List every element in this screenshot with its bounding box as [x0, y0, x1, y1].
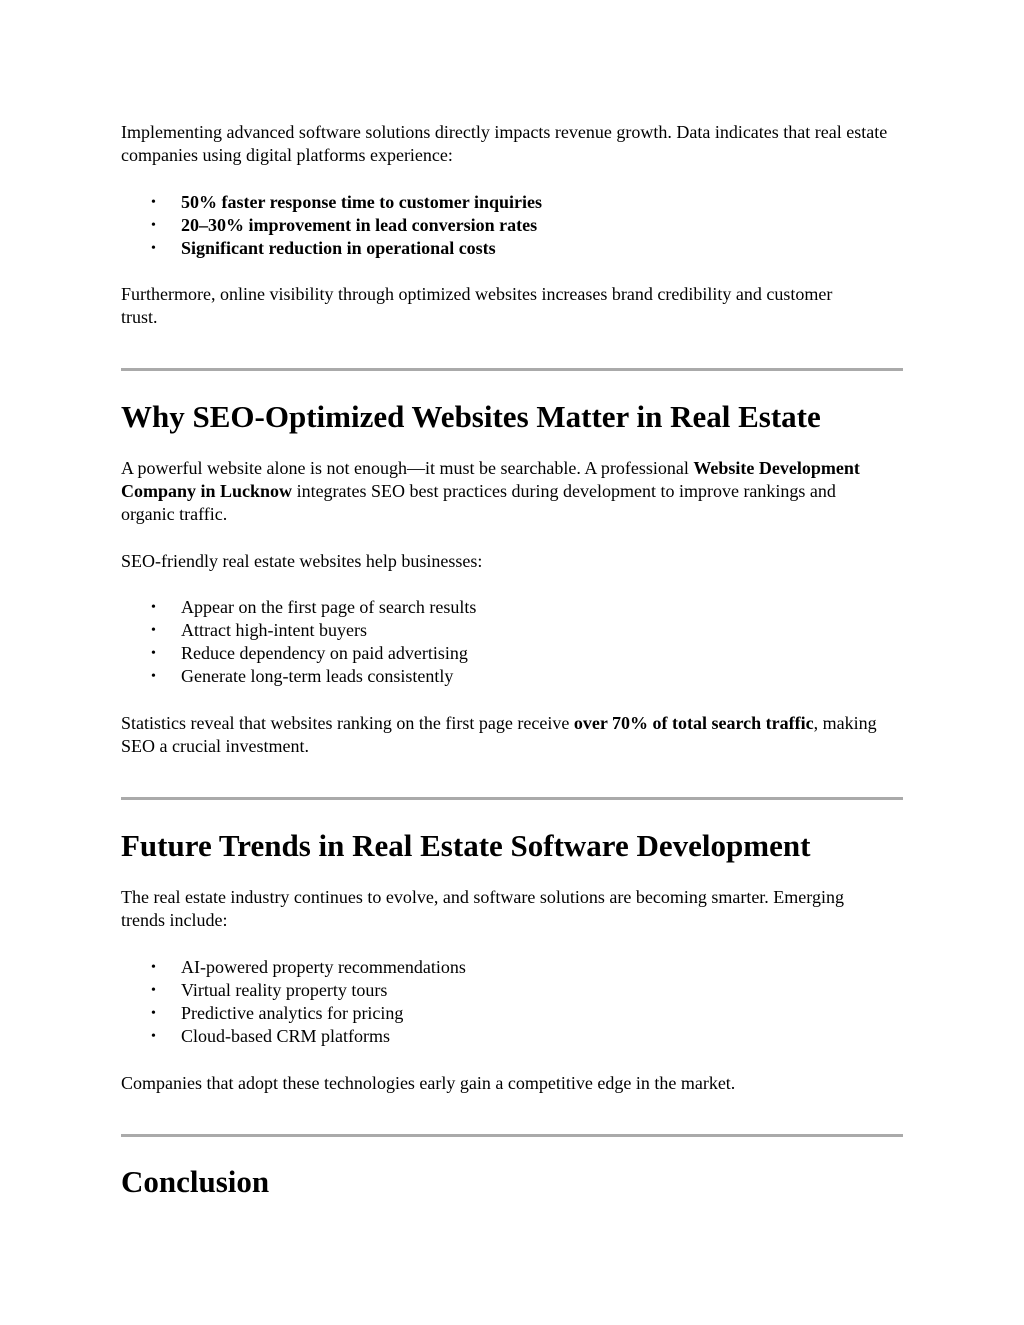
bold-text: Website Development Company in Lucknow: [121, 458, 860, 501]
list-item: [121, 214, 903, 237]
list-item: [121, 191, 903, 214]
list-item-text: 20–30% improvement in lead conversion rates: [181, 215, 538, 235]
section-heading-conclusion: Conclusion: [121, 1164, 270, 1199]
section-heading-trends: Future Trends in Real Estate Software Development: [121, 828, 811, 863]
list-item: • Attract high-intent buyers: [121, 619, 903, 642]
list-item-text: Significant reduction in operational costs: [181, 238, 496, 258]
trends-paragraph: The real estate industry continues to evolve, and software solutions are becoming smarter. Emerging trends include:: [121, 887, 844, 930]
trends-list: [121, 956, 903, 1048]
list-item: • Reduce dependency on paid advertising: [121, 642, 903, 665]
seo-benefits-list: [121, 596, 903, 688]
statistics-paragraph: [121, 712, 903, 758]
list-item-text: 50% faster response time to customer inquiries: [181, 192, 542, 212]
list-item: • AI-powered property recommendations: [121, 956, 903, 979]
divider: [121, 368, 903, 371]
text: , making SEO a crucial investment.: [121, 713, 877, 756]
list-item: [121, 237, 903, 260]
list-item: • Appear on the first page of search results: [121, 596, 903, 619]
list-item: • Generate long-term leads consistently: [121, 665, 903, 688]
list-item: • Cloud-based CRM platforms: [121, 1025, 903, 1048]
seo-intro-paragraph: SEO-friendly real estate websites help businesses:: [121, 551, 483, 571]
visibility-paragraph: Furthermore, online visibility through optimized websites increases brand credibility and customer trust.: [121, 284, 833, 327]
text: integrates SEO best practices during development to improve rankings and organic traffic.: [121, 481, 836, 524]
section-heading-seo: Why SEO-Optimized Websites Matter in Real Estate: [121, 399, 821, 434]
benefits-list: [121, 191, 903, 260]
seo-paragraph: [121, 457, 866, 526]
adoption-paragraph: Companies that adopt these technologies early gain a competitive edge in the market.: [121, 1073, 736, 1093]
text: A powerful website alone is not enough—it must be searchable. A professional: [121, 458, 694, 478]
list-item: • Predictive analytics for pricing: [121, 1002, 903, 1025]
divider: [121, 1134, 903, 1137]
intro-paragraph: Implementing advanced software solutions directly impacts revenue growth. Data indicates that real estate companies using digital platforms experience:: [121, 122, 888, 165]
text: Statistics reveal that websites ranking on the first page receive: [121, 713, 574, 733]
bold-text: over 70% of total search traffic: [573, 713, 814, 733]
list-item: • Virtual reality property tours: [121, 979, 903, 1002]
divider: [121, 797, 903, 800]
